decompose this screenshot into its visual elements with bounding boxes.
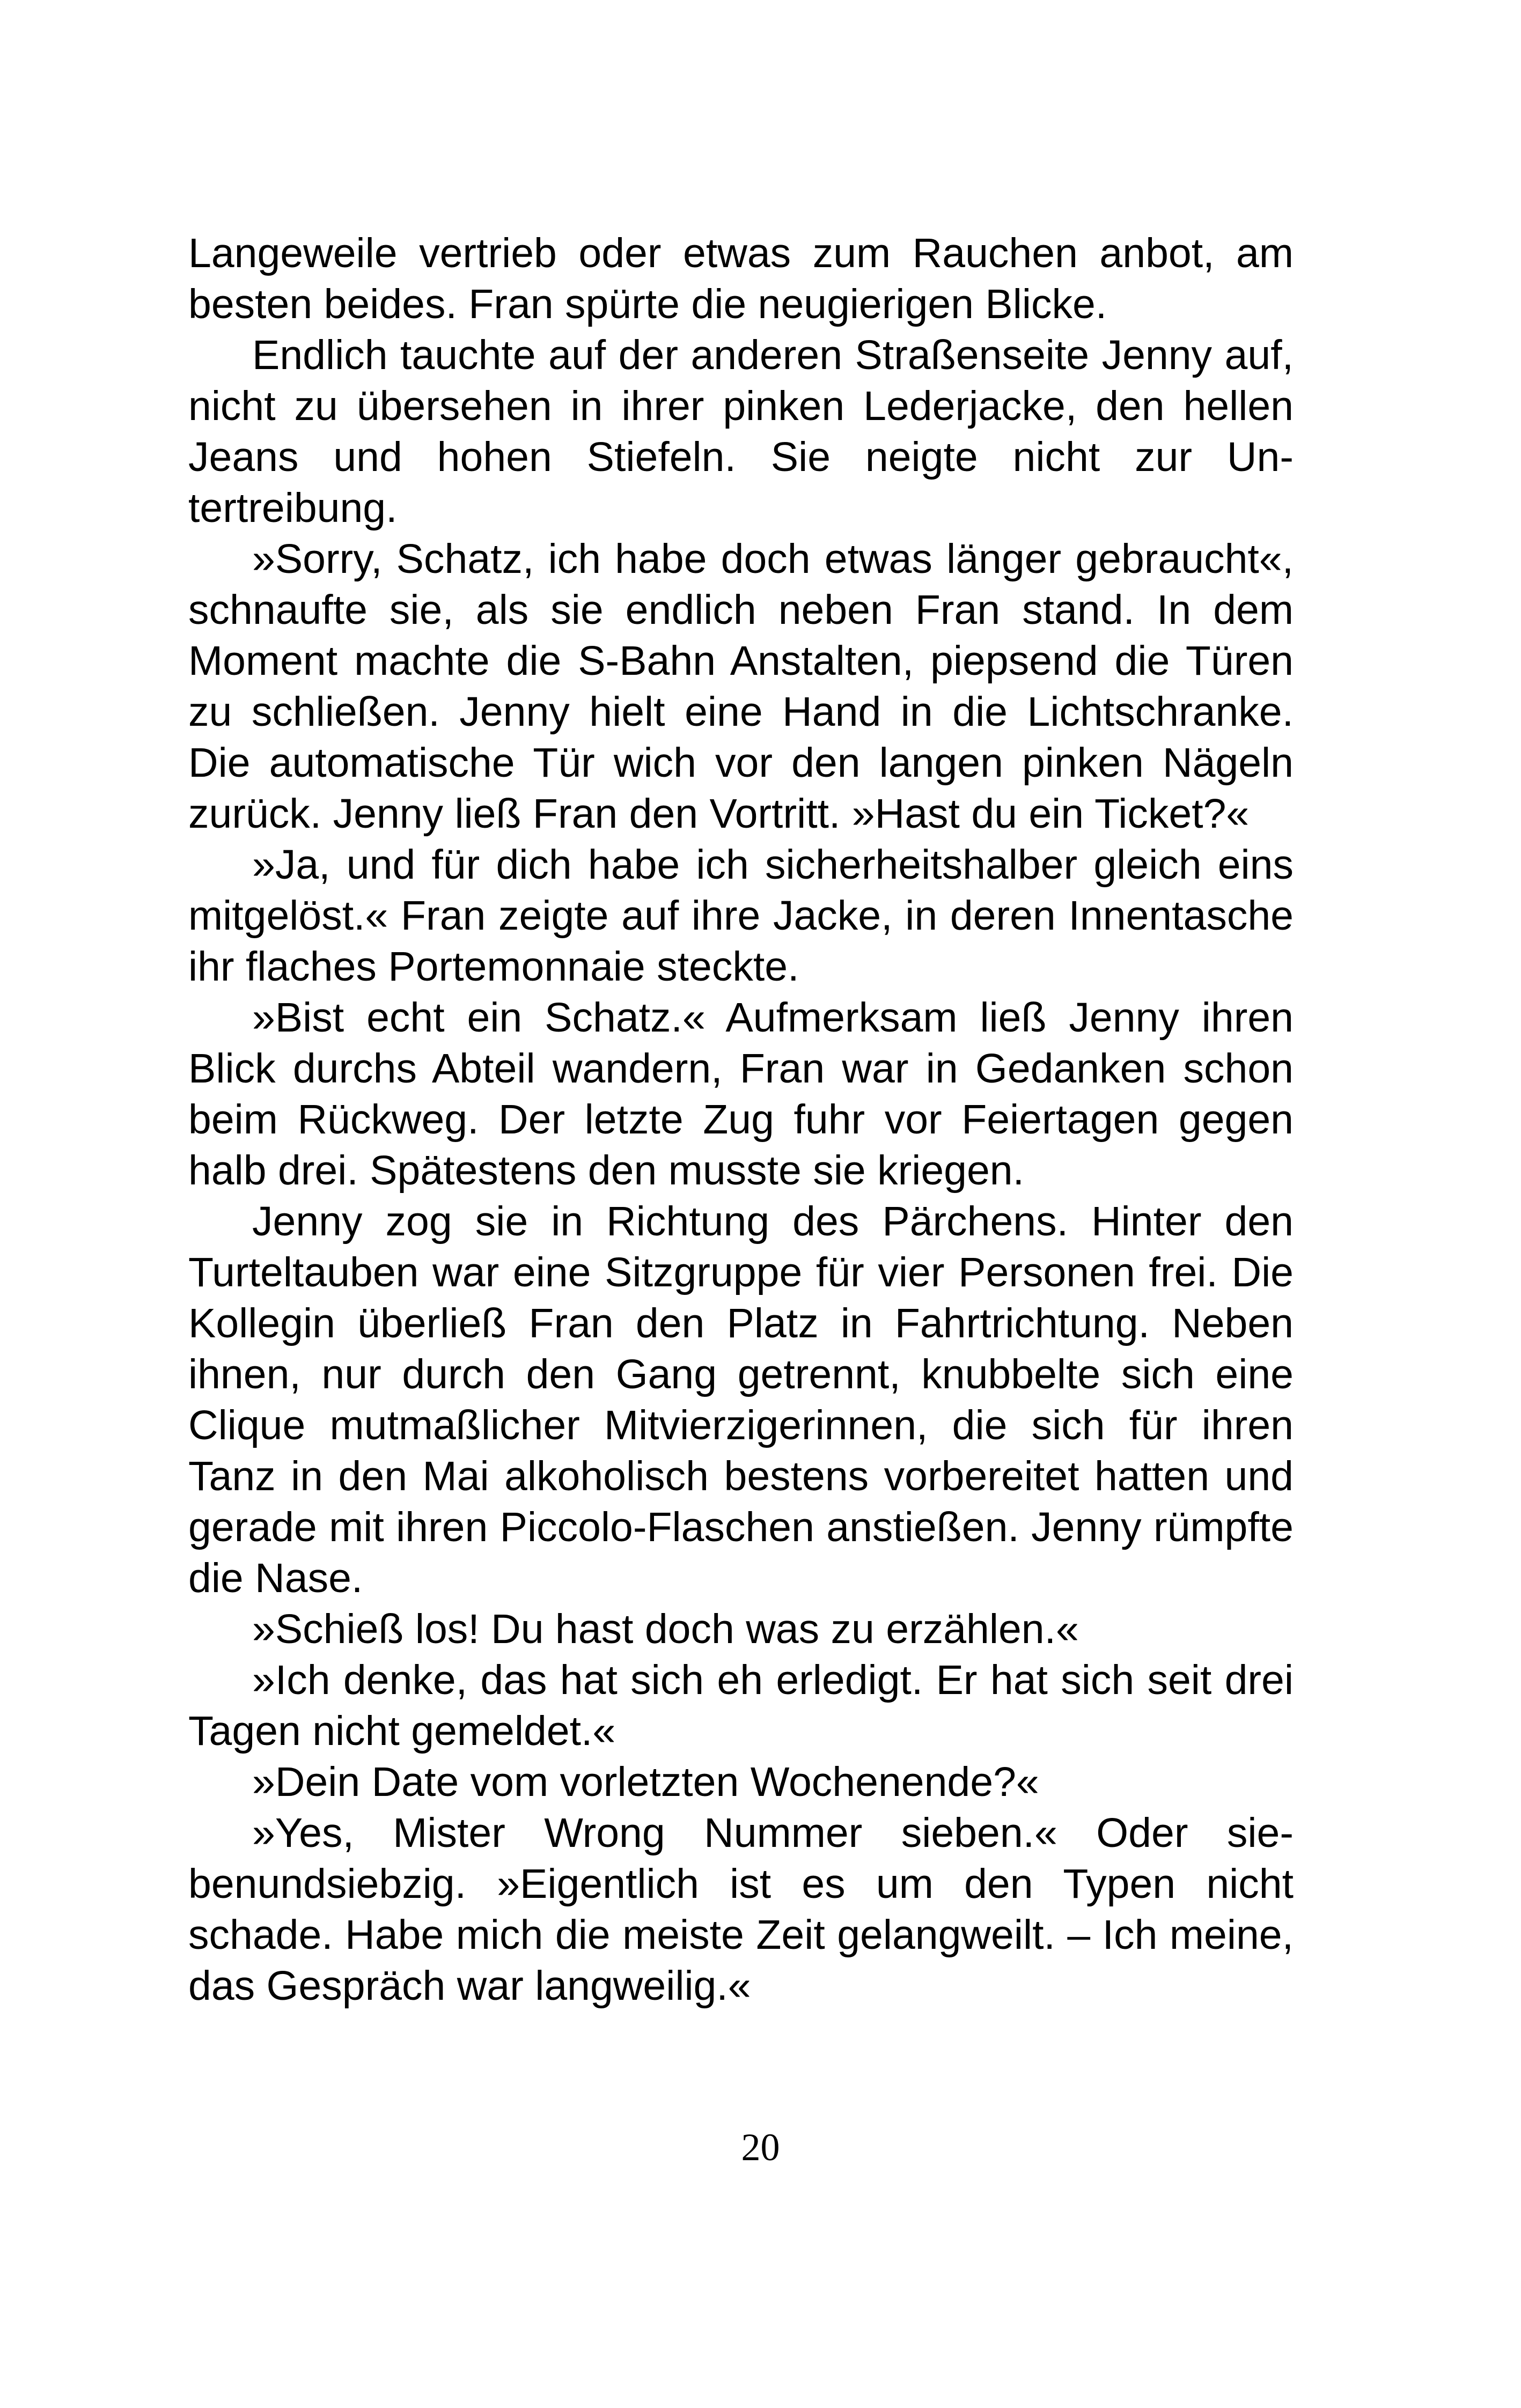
paragraph-4: »Ja, und für dich habe ich sicherheitshalber gleich eins mitgelöst.« Fran zeigte auf ihre Jacke, in deren Innentasche ihr flaches Portemonnaie steckte. [188, 842, 1294, 990]
paragraph-1: Langeweile vertrieb oder etwas zum Rauchen anbot, am besten beides. Fran spürte die neugierigen Blicke. [188, 230, 1294, 327]
paragraph-7: »Schieß los! Du hast doch was zu erzählen.« [252, 1606, 1079, 1652]
paragraph-3: »Sorry, Schatz, ich habe doch etwas länger gebraucht«, schnaufte sie, als sie endlich neben Fran stand. In dem Moment machte die S-Bahn Anstalten, piepsend die Türen zu schließen. Jenny hielt eine Hand in die Lichtschranke. Die automatische Tür wich vor den langen pinken Nägeln zurück. Jenny ließ Fran den Vortritt. »Hast du ein Ticket?« [188, 536, 1294, 837]
paragraph-10: »Yes, Mister Wrong Nummer sieben.« Oder siebenundsiebzig. »Eigentlich ist es um den Typen nicht schade. Habe mich die meiste Zeit gelangweilt. – Ich meine, das Gespräch war langweilig.« [188, 1810, 1294, 2009]
paragraph-2: Endlich tauchte auf der anderen Straßenseite Jenny auf, nicht zu übersehen in ihrer pinken Lederjacke, den hellen Jeans und hohen Stiefeln. Sie neigte nicht zur Untertreibung. [188, 332, 1294, 531]
paragraph-9: »Dein Date vom vorletzten Wochenende?« [252, 1759, 1039, 1805]
page-number: 20 [741, 2126, 780, 2169]
paragraph-6: Jenny zog sie in Richtung des Pärchens. Hinter den Turteltauben war eine Sitzgruppe für vier Personen frei. Die Kollegin überließ Fran den Platz in Fahrtrichtung. Neben ihnen, nur durch den Gang getrennt, knubbelte sich eine Clique mutmaßlicher Mitvierzigerinnen, die sich für ihren Tanz in den Mai alkoholisch bestens vorbereitet hatten und gerade mit ihren Piccolo-Flaschen anstießen. Jenny rümpfte die Nase. [188, 1198, 1294, 1601]
body-text [188, 228, 1294, 2012]
paragraph-8: »Ich denke, das hat sich eh erledigt. Er hat sich seit drei Tagen nicht gemeldet.« [188, 1657, 1294, 1754]
paragraph-5: »Bist echt ein Schatz.« Aufmerksam ließ Jenny ihren Blick durchs Abteil wandern, Fran war in Gedanken schon beim Rückweg. Der letzte Zug fuhr vor Feiertagen gegen halb drei. Spätestens den musste sie kriegen. [188, 995, 1294, 1194]
